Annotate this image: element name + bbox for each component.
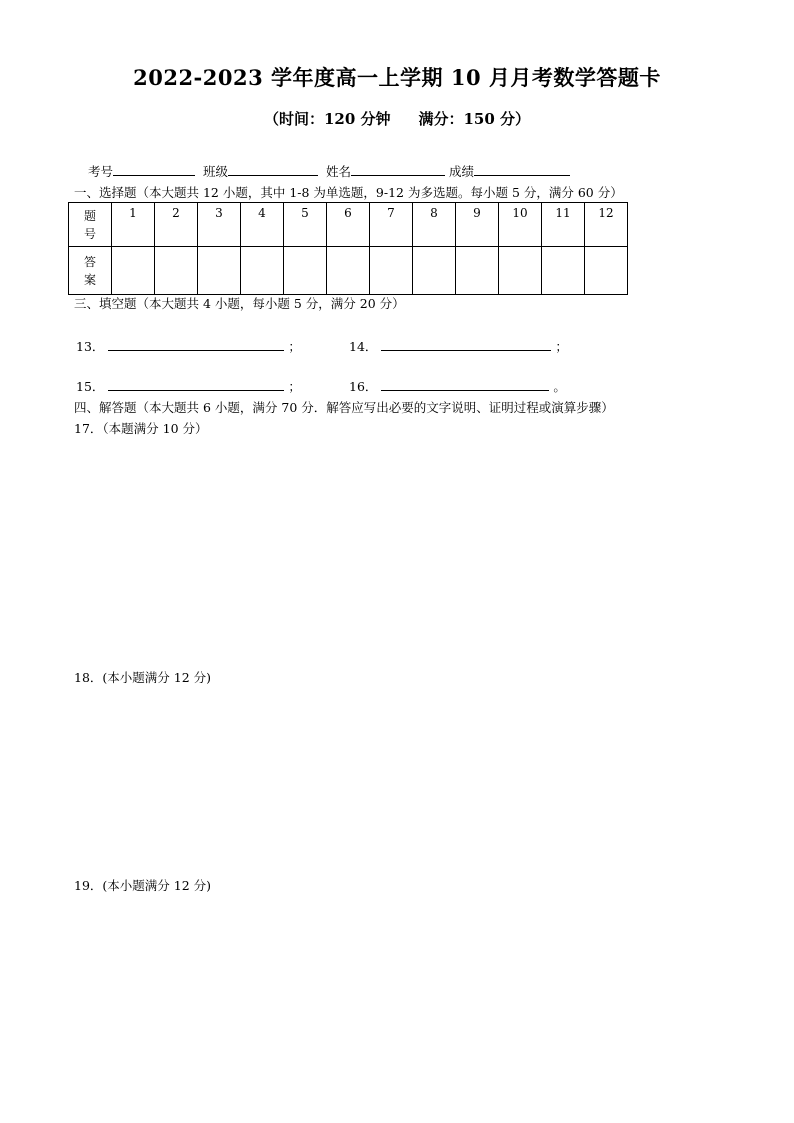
fill-blank-13[interactable]: [108, 338, 284, 351]
answer-cell[interactable]: [585, 247, 628, 295]
answer-grid: [68, 202, 628, 295]
fill-number: 13．: [76, 339, 105, 354]
exam-number-label: 考号: [88, 164, 114, 179]
score-label: 成绩: [449, 164, 475, 179]
name-label: 姓名: [326, 164, 352, 179]
answer-cell[interactable]: [499, 247, 542, 295]
answer-cell[interactable]: [542, 247, 585, 295]
answer-cell[interactable]: [327, 247, 370, 295]
answer-cell[interactable]: [112, 247, 155, 295]
grid-number: 2: [155, 203, 198, 247]
fill-blank-15[interactable]: [108, 378, 284, 391]
answer-cell[interactable]: [413, 247, 456, 295]
name-field[interactable]: [351, 162, 445, 176]
grid-number: 5: [284, 203, 327, 247]
answer-cell[interactable]: [155, 247, 198, 295]
class-label: 班级: [203, 164, 229, 179]
fill-end: ；: [555, 339, 568, 354]
fill-end: 。: [553, 379, 566, 394]
fill-item-14: [349, 337, 568, 355]
time-limit: （时间：120 分钟: [263, 110, 391, 128]
question-19-label: 19．(本小题满分 12 分): [74, 878, 212, 893]
section-fill-heading: 三、填空题（本大题共 4 小题，每小题 5 分，满分 20 分）: [74, 296, 405, 311]
fill-end: ；: [288, 379, 301, 394]
answer-cell[interactable]: [284, 247, 327, 295]
class-field[interactable]: [228, 162, 318, 176]
exam-number-field[interactable]: [113, 162, 195, 176]
row-label-question-number: 题 号: [69, 203, 112, 247]
question-number-row: [69, 203, 628, 247]
answer-row: [69, 247, 628, 295]
grid-number: 1: [112, 203, 155, 247]
row-label-answer: 答 案: [69, 247, 112, 295]
grid-number: 6: [327, 203, 370, 247]
grid-number: 11: [542, 203, 585, 247]
answer-cell[interactable]: [456, 247, 499, 295]
question-17-label: 17．（本题满分 10 分）: [74, 421, 208, 436]
answer-cell[interactable]: [241, 247, 284, 295]
fill-item-15: [76, 377, 301, 395]
section-choice-heading: 一、选择题（本大题共 12 小题，其中 1-8 为单选题，9-12 为多选题。每小题 5 分，满分 60 分）: [74, 185, 623, 200]
fill-number: 16．: [349, 379, 378, 394]
score-field[interactable]: [474, 162, 570, 176]
student-info-row: [88, 162, 574, 180]
grid-number: 10: [499, 203, 542, 247]
grid-number: 12: [585, 203, 628, 247]
answer-cell[interactable]: [198, 247, 241, 295]
exam-info: [0, 108, 794, 129]
grid-number: 8: [413, 203, 456, 247]
grid-number: 7: [370, 203, 413, 247]
grid-number: 9: [456, 203, 499, 247]
full-score: 满分：150 分）: [418, 110, 531, 128]
fill-blank-16[interactable]: [381, 378, 549, 391]
answer-cell[interactable]: [370, 247, 413, 295]
grid-number: 3: [198, 203, 241, 247]
fill-end: ；: [288, 339, 301, 354]
fill-blank-14[interactable]: [381, 338, 551, 351]
grid-number: 4: [241, 203, 284, 247]
page-title: 2022-2023 学年度高一上学期 10 月月考数学答题卡: [133, 65, 661, 90]
section-solve-heading: 四、解答题（本大题共 6 小题，满分 70 分．解答应写出必要的文字说明、证明过程或演算步骤）: [74, 400, 614, 415]
fill-number: 14．: [349, 339, 378, 354]
fill-item-16: [349, 377, 566, 395]
fill-number: 15．: [76, 379, 105, 394]
question-18-label: 18．(本小题满分 12 分): [74, 670, 212, 685]
fill-item-13: [76, 337, 301, 355]
